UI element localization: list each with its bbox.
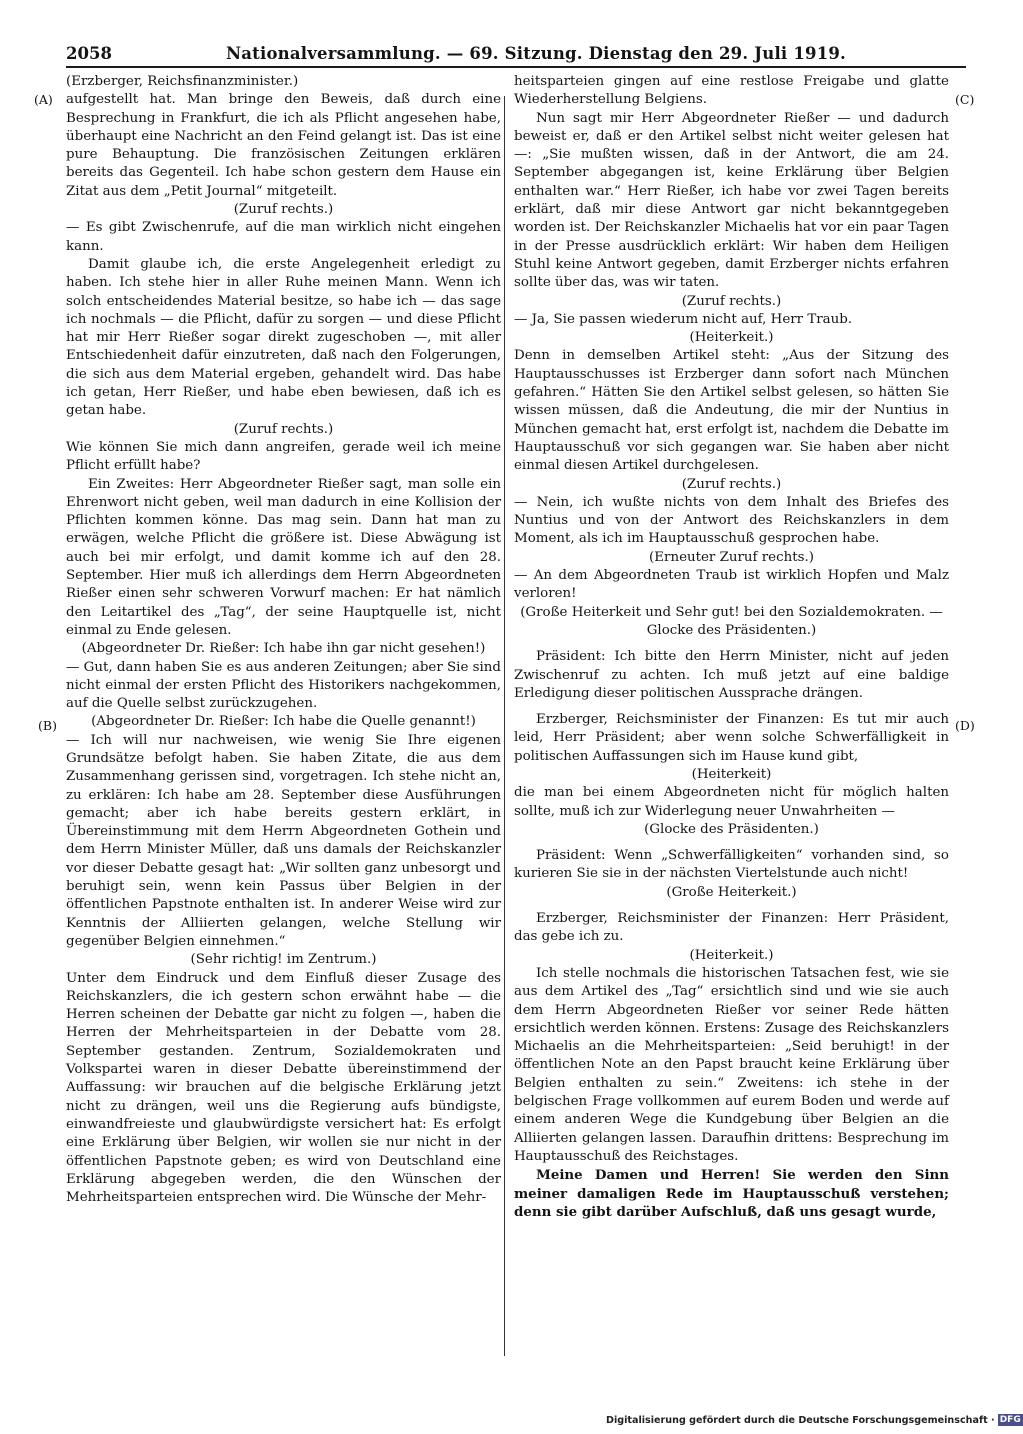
paragraph: — Ja, Sie passen wiederum nicht auf, Herr Traub. xyxy=(514,311,853,327)
footer-credit xyxy=(606,1414,1021,1430)
margin-marker-d: (D) xyxy=(955,718,975,733)
paragraph: Erzberger, Reichsminister der Finanzen: Herr Präsident, das gebe ich zu. xyxy=(514,911,949,945)
paragraph: Ich stelle nochmals die historischen Tatsachen fest, wie sie aus dem Artikel des „Tag“ ersichtlich sind und wie sie auch dem Herrn Abgeordneten Rießer vor seiner Rede hätten ersichtlich werden können. Erstens: Zusage des Reichskanzlers Michaelis an die Mehrheitsparteien: „Seid beruhigt! in der öffentlichen Note an den Papst braucht keine Erklärung über Belgien enthalten zu sein.“ Zweitens: ich stehe in der belgischen Frage vollkommen auf eurem Boden und werde auf einem anderen Wege die Kundgebung über Belgien an die Alliierten gelangen lassen. Daraufhin drittens: Besprechung im Hauptausschuß des Reichstages. xyxy=(514,965,949,1164)
column-divider xyxy=(504,96,505,1356)
interjection: (Große Heiterkeit.) xyxy=(666,884,797,900)
paragraph: Wie können Sie mich dann angreifen, gerade weil ich meine Pflicht erfüllt habe? xyxy=(66,439,501,474)
paragraph: die man bei einem Abgeordneten nicht für möglich halten sollte, muß ich zur Widerlegung neuer Unwahrheiten — xyxy=(514,785,949,819)
header-rule xyxy=(66,66,966,68)
interjection: (Abgeordneter Dr. Rießer: Ich habe die Quelle genannt!) xyxy=(91,714,476,730)
paragraph: heitsparteien gingen auf eine restlose Freigabe und glatte Wiederherstellung Belgiens. xyxy=(514,74,949,108)
interjection: (Glocke des Präsidenten.) xyxy=(644,821,819,837)
interjection: (Zuruf rechts.) xyxy=(681,476,782,492)
right-text-column xyxy=(514,73,949,1221)
paragraph: Damit glaube ich, die erste Angelegenheit erledigt zu haben. Ich stehe hier in aller Ruhe meinen Mann. Wenn ich solch entscheidendes Material besitze, so habe ich — das sage ich nochmals — die Pflicht, dafür zu sorgen — und diese Pflicht hat mir Herr Rießer sogar direkt zugeschoben —, mit aller Entschiedenheit dafür einzutreten, daß nach den Folgerungen, die sich aus dem Material ergeben, gehandelt wird. Das habe ich getan, Herr Rießer, und habe eben bewiesen, daß ich es getan habe. xyxy=(66,256,501,419)
paragraph: — Nein, ich wußte nichts von dem Inhalt des Briefes des Nuntius und von der Antwort des Reichskanzlers in dem Moment, als ich im Hauptausschuß gesprochen habe. xyxy=(514,494,949,547)
paragraph: Erzberger, Reichsminister der Finanzen: Es tut mir auch leid, Herr Präsident; aber wenn solche Schwerfälligkeit in politischen Auffassungen sich im Hause kund gibt, xyxy=(514,712,949,764)
paragraph: Präsident: Wenn „Schwerfälligkeiten“ vorhanden sind, so kurieren Sie sie in der nächsten Viertelstunde auch nicht! xyxy=(514,848,949,882)
paragraph-gap xyxy=(514,640,949,648)
paragraph: — An dem Abgeordneten Traub ist wirklich Hopfen und Malz verloren! xyxy=(514,568,949,602)
paragraph-gap xyxy=(514,839,949,847)
interjection: (Zuruf rechts.) xyxy=(233,421,334,437)
paragraph: Ein Zweites: Herr Abgeordneter Rießer sagt, man solle ein Ehrenwort nicht geben, weil man dadurch in eine Kollision der Pflichten kommen könne. Das mag sein. Dann hat man zu erwägen, welche Pflicht die größere ist. Diese Abwägung ist auch bei mir erfolgt, und damit komme ich auf den 28. September. Hier muß ich allerdings dem Herrn Abgeordneten Rießer einen sehr schweren Vorwurf machen: Er hat nämlich den Leitartikel des „Tag“, der seine Hauptquelle ist, nicht einmal zu Ende gelesen. xyxy=(66,476,501,638)
interjection: (Abgeordneter Dr. Rießer: Ich habe ihn gar nicht gesehen!) xyxy=(81,641,486,657)
paragraph: — Ich will nur nachweisen, wie wenig Sie Ihre eigenen Grundsätze befolgt haben. Sie haben Zitate, die aus dem Zusammenhang gerissen sind, vorgetragen. Ich stehe nicht an, zu erklären: Ich habe am 28. September diese Ausführungen gemacht; aber ich habe bereits gestern erklärt, in Übereinstimmung mit dem Herrn Abgeordneten Gothein und dem Herrn Minister Müller, daß uns damals der Reichskanzler vor dieser Debatte gesagt hat: „Wir sollten ganz unbesorgt und beruhigt sein, wenn kein Passus über Belgien in der öffentlichen Papstnote enthalten ist. In anderer Weise wird zur Kenntnis der Alliierten gelangen, welche Stellung wir gegenüber Belgien einnehmen.“ xyxy=(66,732,501,949)
interjection: (Erneuter Zuruf rechts.) xyxy=(649,549,814,565)
paragraph: Denn in demselben Artikel steht: „Aus der Sitzung des Hauptausschusses ist Erzberger dann sofort nach München gefahren.“ Hätten Sie den Artikel selbst gelesen, so hätten Sie wissen müssen, daß die Andeutung, die mir der Nuntius in München gemacht hat, erst erfolgt ist, nachdem die Debatte im Hauptausschuß vor sich gegangen war. Sie haben aber nicht einmal diesen Artikel durchgelesen. xyxy=(514,348,949,474)
paragraph: Unter dem Eindruck und dem Einfluß dieser Zusage des Reichskanzlers, die ich gestern schon erwähnt habe — die Herren scheinen der Debatte gar nicht zu folgen —, haben die Herren der Mehrheitsparteien in der Debatte vom 28. September gestanden. Zentrum, Sozialdemokraten und Volkspartei waren in dieser Debatte übereinstimmend der Auffassung: wir brauchen auf die belgische Erklärung jetzt nicht zu drängen, weil uns die Regierung aufs bündigste, einwandfreieste und glaubwürdigste versichert hat: Es erfolgt eine Erklärung über Belgien, wir wollen sie nur nicht in der öffentlichen Papstnote geben; es wird von Deutschland eine Erklärung abgegeben werden, die den Wünschen der Mehrheitsparteien entsprechen wird. Die Wünsche der Mehr- xyxy=(66,970,501,1206)
dfg-logo: DFG xyxy=(999,1415,1021,1425)
margin-marker-c: (C) xyxy=(955,92,975,107)
page-number: 2058 xyxy=(66,44,112,63)
interjection: (Heiterkeit) xyxy=(691,766,772,782)
footer-text: Digitalisierung gefördert durch die Deutsche Forschungsgemeinschaft · xyxy=(606,1415,995,1426)
margin-marker-b: (B) xyxy=(38,718,57,733)
speaker-label: (Erzberger, Reichsfinanzminister.) xyxy=(66,74,299,89)
interjection: (Sehr richtig! im Zentrum.) xyxy=(190,952,377,968)
page-header xyxy=(66,40,966,66)
paragraph: Nun sagt mir Herr Abgeordneter Rießer — und dadurch beweist er, daß er den Artikel selbst nicht weiter gelesen hat —: „Sie mußten wissen, daß in der Antwort, die am 24. September abgegangen ist, keine Erklärung über Belgien enthalten war.“ Herr Rießer, ich habe vor zwei Tagen bereits erklärt, daß mir diese Antwort gar nicht bekanntgegeben worden ist. Der Reichskanzler Michaelis hat vor ein paar Tagen in der Presse ausdrücklich erklärt: Wir haben dem Heiligen Stuhl keine Antwort gegeben, damit Erzberger nichts erfahren sollte über das, was wir taten. xyxy=(514,110,949,291)
interjection: (Zuruf rechts.) xyxy=(681,293,782,309)
paragraph: — Gut, dann haben Sie es aus anderen Zeitungen; aber Sie sind nicht einmal der ersten Pflicht des Historikers nachgekommen, auf die Quelle selbst zurückzugehen. xyxy=(66,659,501,712)
paragraph: Meine Damen und Herren! Sie werden den Sinn meiner damaligen Rede im Hauptausschuß verstehen; denn sie gibt darüber Aufschluß, daß uns gesagt wurde, xyxy=(514,1167,949,1220)
paragraph-gap xyxy=(514,703,949,711)
paragraph: aufgestellt hat. Man bringe den Beweis, daß durch eine Besprechung in Frankfurt, die ich als Pflicht angesehen habe, überhaupt eine Nachricht an den Feind gelangt ist. Das ist eine pure Behauptung. Die französischen Zeitungen erklären bereits das Gegenteil. Ich habe schon gestern dem Hause ein Zitat aus dem „Petit Journal“ mitgeteilt. xyxy=(66,92,501,199)
paragraph-gap xyxy=(514,902,949,910)
interjection: (Heiterkeit.) xyxy=(689,947,774,963)
paragraph: — Es gibt Zwischenrufe, auf die man wirklich nicht eingehen kann. xyxy=(66,220,501,254)
interjection: (Große Heiterkeit und Sehr gut! bei den Sozialdemokraten. — Glocke des Präsidenten.) xyxy=(520,604,943,638)
interjection: (Zuruf rechts.) xyxy=(233,202,334,218)
paragraph: Präsident: Ich bitte den Herrn Minister, nicht auf jeden Zwischenruf zu achten. Ich muß jetzt auf eine baldige Erledigung dieser politischen Aussprache drängen. xyxy=(514,649,949,701)
running-title: Nationalversammlung. — 69. Sitzung. Dienstag den 29. Juli 1919. xyxy=(226,44,847,63)
left-text-column xyxy=(66,73,501,1207)
margin-marker-a: (A) xyxy=(34,92,53,107)
interjection: (Heiterkeit.) xyxy=(689,330,774,346)
